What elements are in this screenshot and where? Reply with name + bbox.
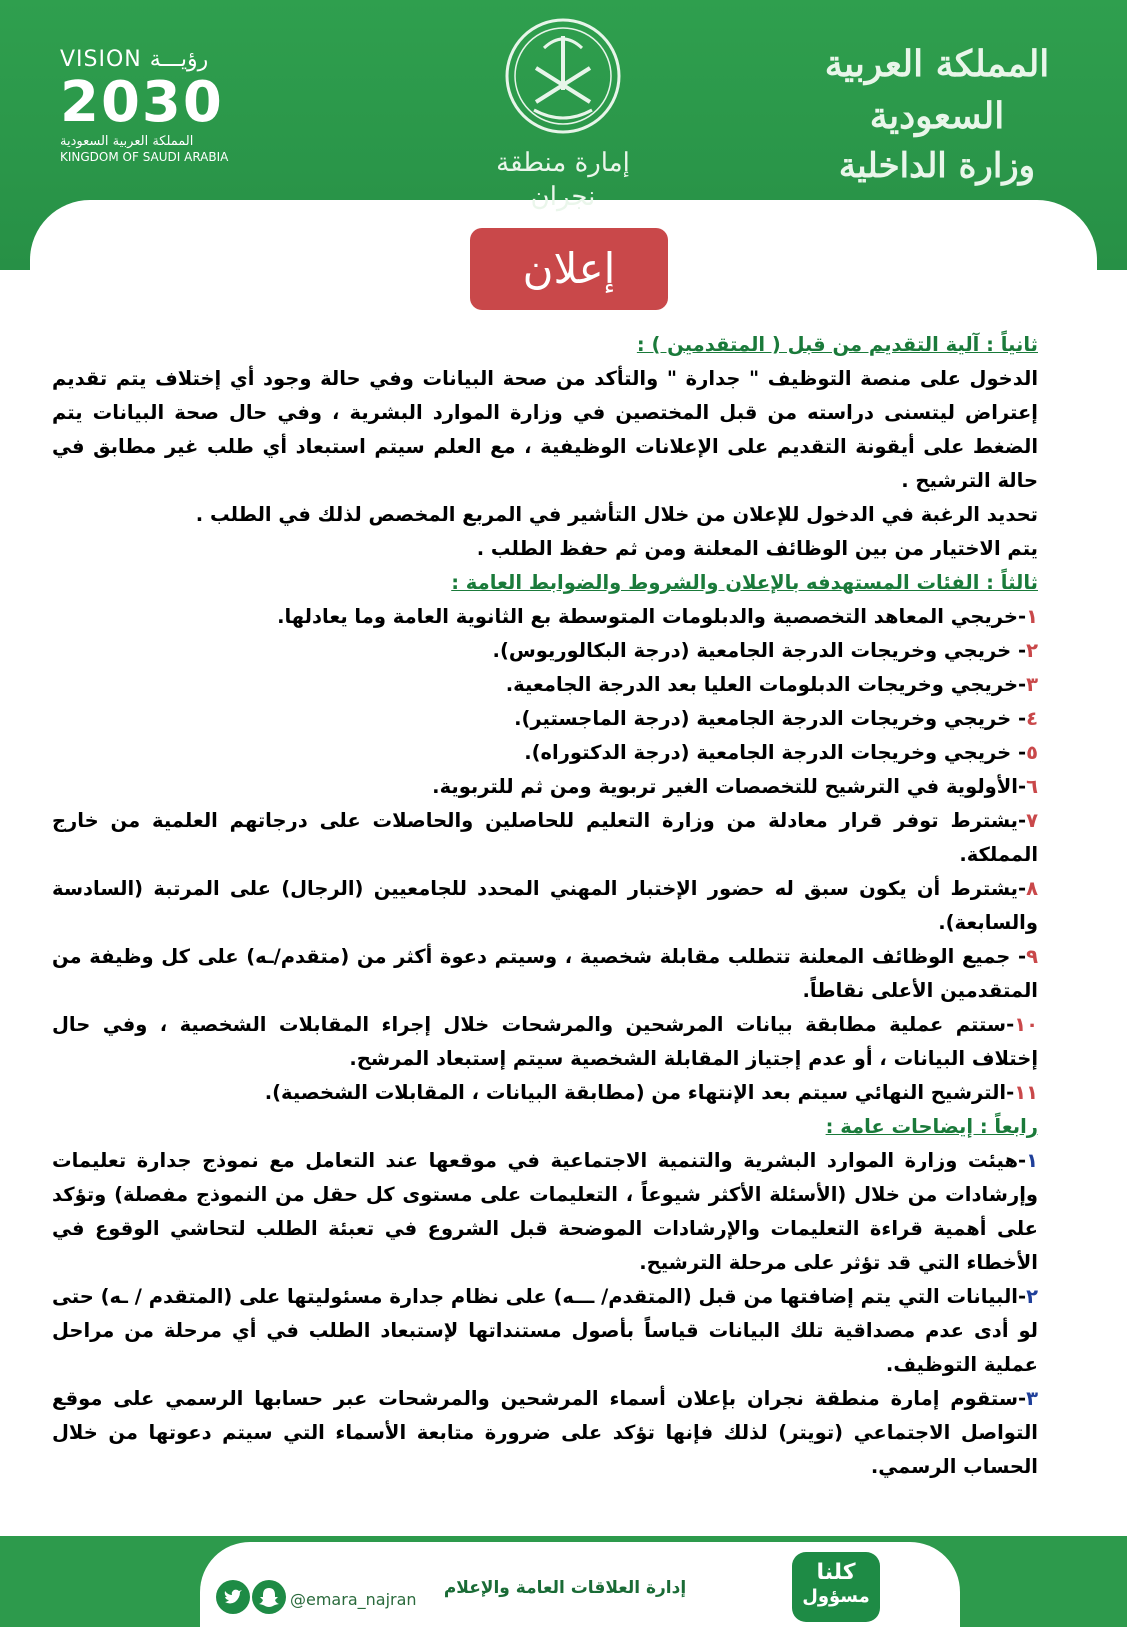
list-item: ٤- خريجي وخريجات الدرجة الجامعية (درجة الماجستير).: [514, 707, 1038, 730]
section-2-paragraph-2: تحديد الرغبة في الدخول للإعلان من خلال التأشير في المربع المخصص لذلك في الطلب .: [195, 503, 1038, 526]
emblem-icon: [504, 14, 622, 144]
badge-line-2: مسؤول: [802, 1586, 870, 1607]
twitter-handle[interactable]: @emara_najran: [290, 1590, 417, 1609]
list-item: ١٠-ستتم عملية مطابقة بيانات المرشحين والمرشحات خلال إجراء المقابلات الشخصية ، وفي حال إختلاف البيانات ، أو عدم إجتياز المقابلة الشخصية سيتم إستبعاد المرشح.: [52, 1013, 1038, 1070]
vision-country-en: KINGDOM OF SAUDI ARABIA: [60, 150, 229, 164]
list-item: ١-هيئت وزارة الموارد البشرية والتنمية الاجتماعية في موقعها عند التعامل مع نموذج جدارة تعليمات وإرشادات من خلال (الأسئلة الأكثر شيوعاً ، التعليمات على مستوى كل حقل من النموذج مفصلة) وتؤكد على أهمية قراءة التعليمات والإرشادات الموضحة قبل الشروع في تعبئة الطلب لتحاشي الوقوع في الأخطاء التي قد تؤثر على مرحلة الترشيح.: [52, 1149, 1038, 1274]
announcement-body: [52, 328, 1038, 1484]
campaign-badge: [792, 1552, 880, 1622]
vision-country-ar: المملكة العربية السعودية: [60, 134, 194, 149]
section-2-heading: ثانياً : آلية التقديم من قبل ( المتقدمين ) :: [636, 333, 1038, 356]
ministry-logotype: [787, 38, 1087, 190]
list-item: ٨-يشترط أن يكون سبق له حضور الإختبار المهني المحدد للجامعيين (الرجال) على المرتبة (السادسة والسابعة).: [52, 877, 1038, 934]
snapchat-icon[interactable]: [252, 1580, 286, 1614]
vision-2030-logo: [60, 48, 260, 164]
list-item: ١-خريجي المعاهد التخصصية والدبلومات المتوسطة بع الثانوية العامة وما يعادلها.: [277, 605, 1038, 628]
list-item: ٢- خريجي وخريجات الدرجة الجامعية (درجة البكالوريوس).: [492, 639, 1038, 662]
list-item: ٦-الأولوية في الترشيح للتخصصات الغير تربوية ومن ثم للتربوية.: [432, 775, 1038, 798]
emirate-emblem: [488, 14, 638, 212]
list-item: ٧-يشترط توفر قرار معادلة من وزارة التعليم للحاصلين والحاصلات على درجاتهم العلمية من خارج المملكة.: [52, 809, 1038, 866]
badge-line-1: كلنا: [816, 1560, 856, 1585]
list-item: ٣-ستقوم إمارة منطقة نجران بإعلان أسماء المرشحين والمرشحات عبر حسابها الرسمي على موقع التواصل الاجتماعي (تويتر) لذلك فإنها تؤكد على ضرورة متابعة الأسماء التي سيتم دعوتها من خلال الحساب الرسمي.: [52, 1387, 1038, 1478]
list-item: ١١-الترشيح النهائي سيتم بعد الإنتهاء من (مطابقة البيانات ، المقابلات الشخصية).: [264, 1081, 1038, 1104]
list-item: ٣-خريجي وخريجات الدبلومات العليا بعد الدرجة الجامعية.: [505, 673, 1038, 696]
list-item: ٩- جميع الوظائف المعلنة تتطلب مقابلة شخصية ، وسيتم دعوة أكثر من (متقدم/ـه) على كل وظيفة من المتقدمين الأعلى نقاطاً.: [52, 945, 1038, 1002]
list-item: ٥- خريجي وخريجات الدرجة الجامعية (درجة الدكتوراه).: [524, 741, 1038, 764]
section-2-paragraph-3: يتم الاختيار من بين الوظائف المعلنة ومن ثم حفظ الطلب .: [476, 537, 1038, 560]
section-2-paragraph-1: الدخول على منصة التوظيف " جدارة " والتأكد من صحة البيانات وفي حالة وجود أي إختلاف يتم تقديم إعتراض ليتسنى دراسته من قبل المختصين في وزارة الموارد البشرية ، وفي حال صحة البيانات يتم الضغط على أيقونة التقديم على الإعلانات الوظيفية ، مع العلم سيتم استبعاد أي طلب غير مطابق في حالة الترشيح .: [52, 367, 1038, 492]
vision-label: VISION رؤيـــة: [60, 47, 209, 72]
kingdom-name: المملكة العربية السعودية: [824, 43, 1050, 137]
twitter-icon[interactable]: [216, 1580, 250, 1614]
list-item: ٢-البيانات التي يتم إضافتها من قبل (المتقدم/ ـــه) على نظام جدارة مسئوليتها على (المتقدم / ـه) حتى لو أدى عدم مصداقية تلك البيانات قياساً بأصول مستنداتها لإستبعاد الطلب في أي مرحلة من مراحل عملية التوظيف.: [52, 1285, 1038, 1376]
announcement-title: إعلان: [470, 228, 668, 310]
section-4-heading: رابعاً : إيضاحات عامة :: [825, 1115, 1038, 1138]
section-3-heading: ثالثاً : الفئات المستهدفه بالإعلان والشروط والضوابط العامة :: [451, 571, 1038, 594]
emirate-name: إمارة منطقة نجران: [496, 148, 630, 212]
department-name: إدارة العلاقات العامة والإعلام: [443, 1578, 687, 1598]
vision-year: 2030: [60, 70, 224, 135]
ministry-name: وزارة الداخلية: [838, 146, 1036, 186]
